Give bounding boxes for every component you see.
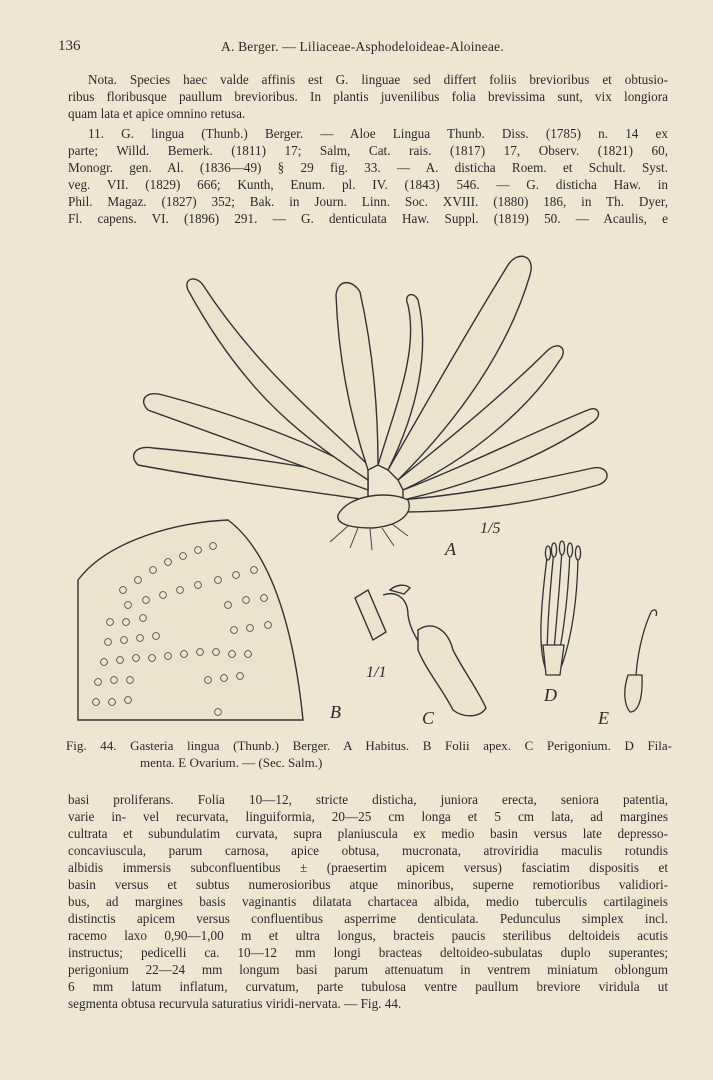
page-number: 136 [58,38,81,54]
bract [390,585,410,594]
nota-line: quam lata et apice omnino retusa. [68,106,246,121]
nota-line: Nota. Species haec valde affinis est G. linguae sed differt foliis brevioribus et obtusio- [88,72,668,87]
label-b: B [330,702,341,722]
anther [559,541,564,555]
species-line: veg. VII. (1829) 666; Kunth, Enum. pl. IV. (1843) 546. — G. disticha Haw. in [68,177,668,192]
ovary-drawing [625,610,657,712]
species-entry [68,125,668,227]
style [636,612,651,675]
body-line: basin versus et subtus numerosioribus atque minoribus, superne remotioribus validiori- [68,877,668,892]
caption-line-2: menta. E Ovarium. — (Sec. Salm.) [140,755,323,770]
filaments-drawing [541,541,581,675]
anther [545,546,550,560]
label-a: A [445,539,456,559]
body-line: varie in- vel recurvata, linguiformia, 20—25 cm longa et 5 cm lata, ad margines [68,809,668,824]
label-e: E [598,708,609,728]
pedicel [383,594,423,650]
leaf-apex-outline [78,520,303,720]
caption-line-1: Fig. 44. Gasteria lingua (Thunb.) Berger. A Habitus. B Folii apex. C Perigonium. D Fila- [66,738,672,753]
body-line: segmenta obtusa recurvula saturatius viridi-nervata. — Fig. 44. [68,996,402,1011]
body-line: perigonium 22—24 mm longum basi parum attenuatum in ventrem miniatum oblongum [68,962,668,977]
scale-a: 1/5 [480,520,501,537]
scale-c: 1/1 [366,664,387,681]
body-line: racemo laxo 0,90—1,00 m et ultra longus, bracteis paucis sterilibus deltoideis acutis [68,928,668,943]
running-head: A. Berger. — Liliaceae-Asphodeloideae-Aloineae. [221,39,504,54]
body-line: instructus; pedicelli ca. 10—12 mm longi bracteas deltoideo-subulatas duplo superantes; [68,945,668,960]
figure-illustration [68,250,668,730]
anther [551,543,556,557]
body-line: cultrata et subundulatim curvata, supra planiuscula ex medio basin versus late depresso- [68,826,668,841]
body-line: distinctis apicem versus confluentibus asperrime denticulata. Pedunculus simplex incl. [68,911,668,926]
label-c: C [422,708,435,728]
species-line: Phil. Magaz. (1827) 352; Bak. in Journ. Linn. Soc. XVIII. (1880) 186, in Th. Dyer, [68,194,668,209]
ovary [625,675,642,712]
body-line: albidis immersis subconfluentibus ± (praesertim apicem versus) fasciatim dispositis et [68,860,668,875]
species-line: Fl. capens. VI. (1896) 291. — G. denticulata Haw. Suppl. (1819) 50. — Acaulis, e [68,211,668,226]
anther [575,546,580,560]
perigonium-drawing [355,585,486,716]
botanical-figure [68,250,668,730]
stigma [651,610,657,616]
body-line: 6 mm latum inflatum, curvatum, parte tubulosa ventre paullum breviore viridula ut [68,979,668,994]
nota-line: ribus floribusque paullum brevioribus. In plantis juvenilibus folia brevissima sunt, vix longiora [68,89,668,104]
body-line: basi proliferans. Folia 10—12, stricte disticha, juniora erecta, seniora patentia, [68,792,668,807]
anther [567,543,572,557]
body-line: concaviuscula, parum carnosa, apice obtusa, mucronata, atroviridia maculis rotundis [68,843,668,858]
pedicel-segment [355,590,386,640]
body-line: bus, ad margines basis vaginantis dilatata chartacea albida, medio tuberculis cartilagineis [68,894,668,909]
plant-base [338,495,409,528]
species-line: parte; Willd. Bemerk. (1811) 17; Salm, Cat. rais. (1817) 17, Observ. (1821) 60, [68,143,668,158]
species-line: 11. G. lingua (Thunb.) Berger. — Aloe Lingua Thunb. Diss. (1785) n. 14 ex [88,126,668,141]
perigonium [418,626,486,716]
label-d: D [544,685,557,705]
figure-caption [66,737,672,771]
description-paragraph [68,791,668,1012]
page-header [58,38,678,58]
habitus-drawing [134,256,607,528]
species-line: Monogr. gen. Al. (1836—49) § 29 fig. 33. — A. disticha Roem. et Schult. Syst. [68,160,668,175]
leaf-apex-drawing [78,520,303,720]
filament-base [543,645,564,675]
nota-paragraph [68,71,668,122]
